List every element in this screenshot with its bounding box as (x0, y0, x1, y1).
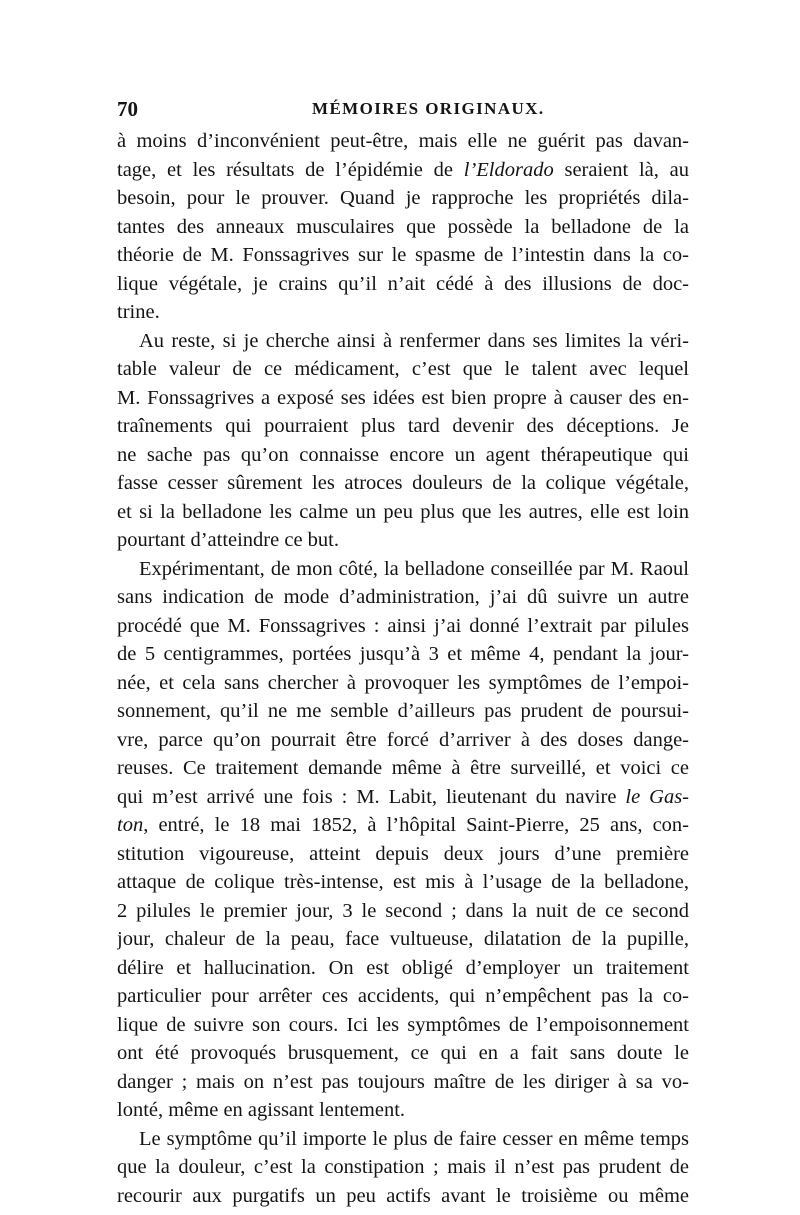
text-line: tantes des anneaux musculaires que possède la belladone de la (117, 215, 689, 238)
text-line: M. Fonssagrives a exposé ses idées est bien propre à causer des en- (117, 386, 689, 409)
text-line: Expérimentant, de mon côté, la belladone conseillée par M. Raoul (139, 557, 689, 580)
page-number: 70 (117, 97, 138, 121)
text-line: Au reste, si je cherche ainsi à renfermer dans ses limites la véri- (139, 329, 689, 352)
text-line: de 5 centigrammes, portées jusqu’à 3 et même 4, pendant la jour- (117, 643, 689, 665)
text-line: besoin, pour le prouver. Quand je rapproche les propriétés dila- (117, 187, 689, 209)
text-line: sonnement, qu’il ne me semble d’ailleurs pas prudent de poursui- (117, 700, 689, 722)
text-line: sans indication de mode d’administration, j’ai dû suivre un autre (117, 586, 689, 608)
text-line: trine. (117, 301, 160, 323)
line-segment: qui m’est arrivé une fois : M. Labit, lieutenant du navire (117, 785, 626, 808)
text-line: fasse cesser sûrement les atroces douleurs de la colique végétale, (117, 472, 689, 494)
text-line: particulier pour arrêter ces accidents, qui n’empêchent pas la co- (117, 985, 689, 1007)
text-line: recourir aux purgatifs un peu actifs avant le troisième ou même (117, 1184, 689, 1207)
text-line: traînements qui pourraient plus tard devenir des déceptions. Je (117, 415, 689, 437)
text-line: pourtant d’atteindre ce but. (117, 529, 339, 551)
body-text (117, 127, 689, 1210)
text-line: jour, chaleur de la peau, face vultueuse, dilatation de la pupille, (117, 928, 689, 950)
line-segment: seraient là, au (553, 158, 689, 181)
running-head (117, 97, 689, 125)
text-line: 2 pilules le premier jour, 3 le second ; dans la nuit de ce second (117, 899, 689, 922)
italic-ship-name: ton (117, 814, 144, 836)
text-line: ne sache pas qu’on connaisse encore un agent thérapeutique qui (117, 443, 689, 466)
text-line: ont été provoqués brusquement, ce qui en a fait sans doute le (117, 1042, 689, 1064)
text-line (117, 811, 689, 840)
line-segment: , entré, le 18 mai 1852, à l’hôpital Saint-Pierre, 25 ans, con- (143, 814, 689, 836)
header-title: MÉMOIRES ORIGINAUX. (312, 99, 545, 118)
text-line: lique de suivre son cours. Ici les symptômes de l’empoisonnement (117, 1013, 689, 1036)
text-line (117, 783, 689, 812)
text-line: danger ; mais on n’est pas toujours maître de les diriger à sa vo- (117, 1070, 689, 1093)
text-line: stitution vigoureuse, atteint depuis deux jours d’une première (117, 842, 689, 865)
text-line: Le symptôme qu’il importe le plus de faire cesser en même temps (139, 1127, 689, 1150)
text-line: vre, parce qu’on pourrait être forcé d’arriver à des doses dange- (117, 728, 689, 751)
text-line: théorie de M. Fonssagrives sur le spasme de l’intestin dans la co- (117, 244, 689, 266)
text-line: à moins d’inconvénient peut-être, mais elle ne guérit pas davan- (117, 130, 689, 152)
text-line: table valeur de ce médicament, c’est que le talent avec lequel (117, 358, 689, 380)
text-line (117, 156, 689, 185)
text-line: lique végétale, je crains qu’il n’ait cédé à des illusions de doc- (117, 272, 689, 295)
text-line: que la douleur, c’est la constipation ; mais il n’est pas prudent de (117, 1156, 689, 1178)
text-line: procédé que M. Fonssagrives : ainsi j’ai donné l’extrait par pilules (117, 614, 689, 637)
italic-ship-name: le Gas- (625, 785, 689, 808)
text-line: lonté, même en agissant lentement. (117, 1099, 406, 1121)
text-line: née, et cela sans chercher à provoquer les symptômes de l’empoi- (117, 671, 689, 694)
line-segment: tage, et les résultats de l’épidémie de (117, 158, 464, 181)
text-line: attaque de colique très-intense, est mis à l’usage de la belladone, (117, 871, 689, 893)
italic-title: l’Eldorado (463, 158, 554, 181)
text-line: délire et hallucination. On est obligé d’employer un traitement (117, 956, 689, 979)
text-line: reuses. Ce traitement demande même à être surveillé, et voici ce (117, 757, 689, 779)
text-line: et si la belladone les calme un peu plus que les autres, elle est loin (117, 500, 689, 523)
